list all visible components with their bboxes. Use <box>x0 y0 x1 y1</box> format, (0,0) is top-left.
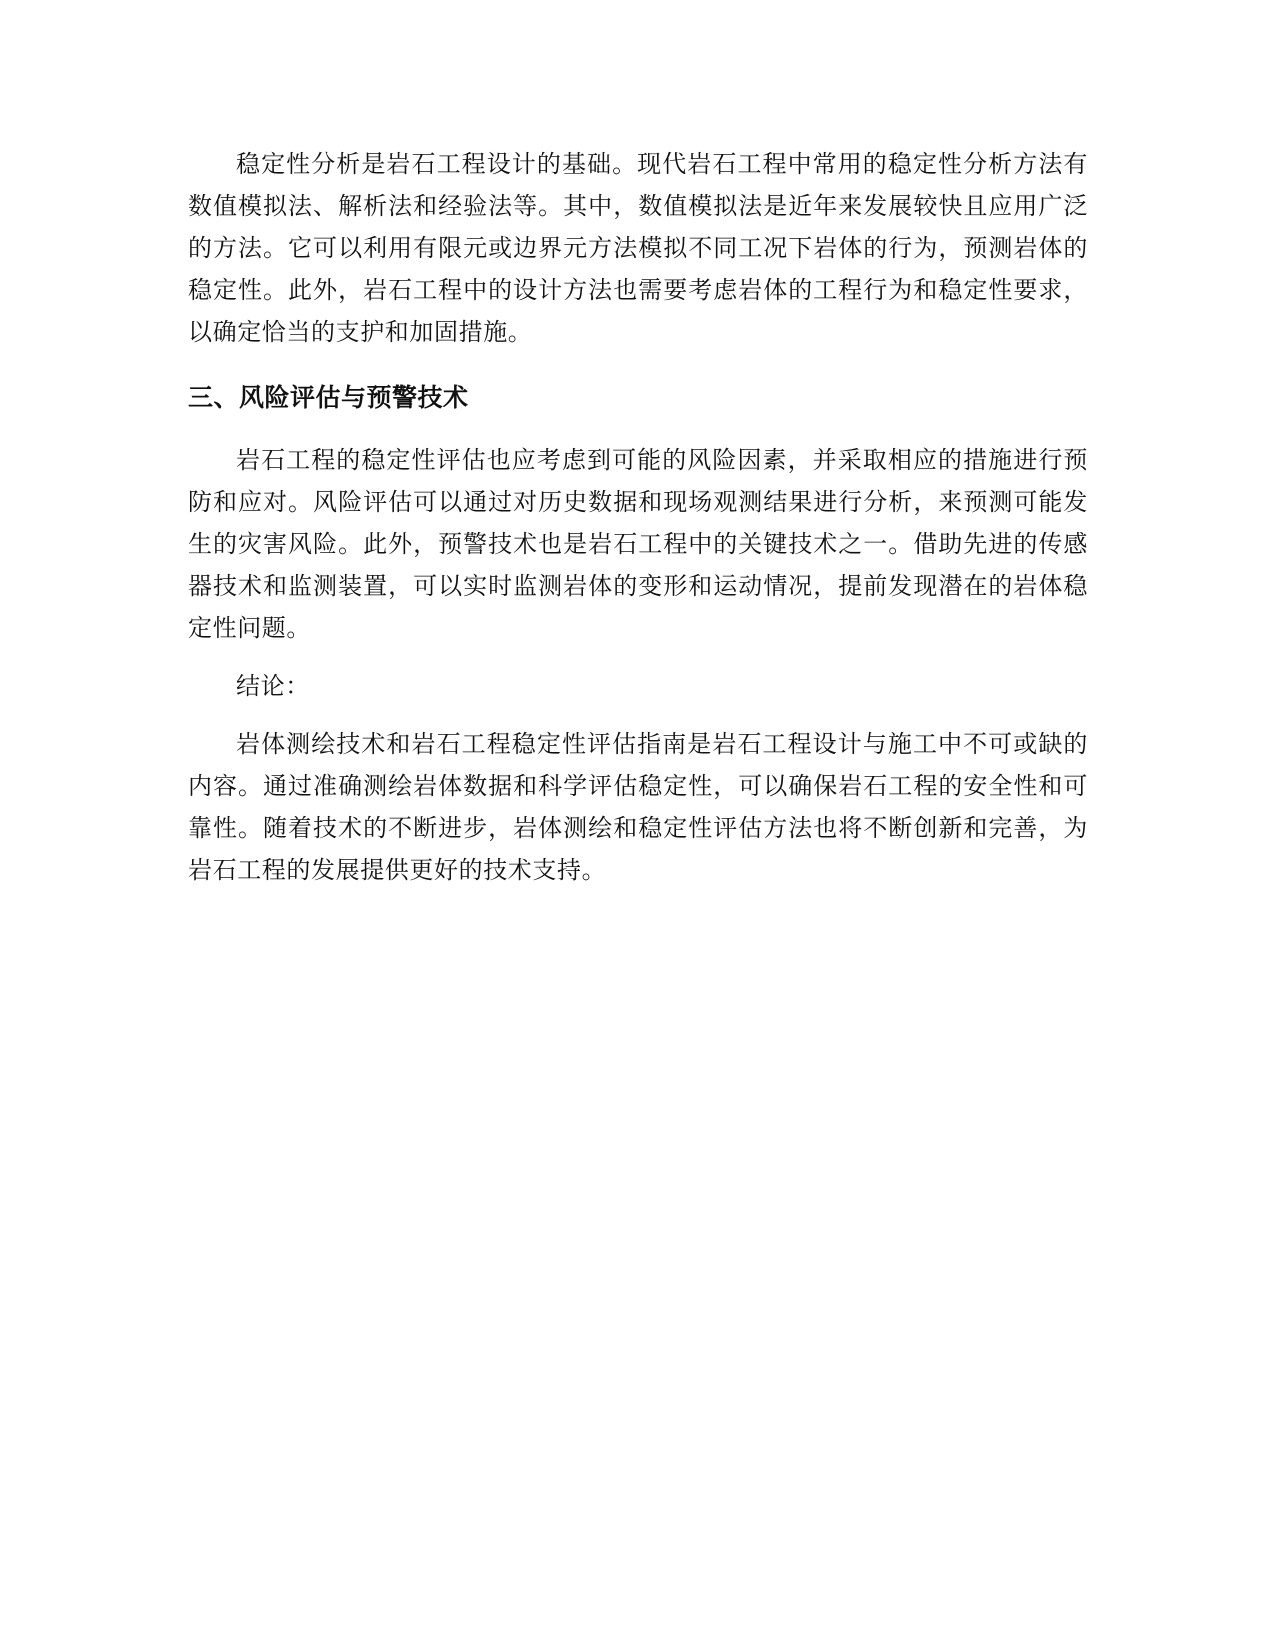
section-heading-risk-assessment: 三、风险评估与预警技术 <box>188 383 469 412</box>
conclusion-label: 结论： <box>236 672 310 700</box>
paragraph-risk-assessment: 岩石工程的稳定性评估也应考虑到可能的风险因素，并采取相应的措施进行预防和应对。风险评估可以通过对历史数据和现场观测结果进行分析，来预测可能发生的灾害风险。此外，预警技术也是岩石工程中的关键技术之一。借助先进的传感器技术和监测装置，可以实时监测岩体的变形和运动情况，提前发现潜在的岩体稳定性问题。 <box>188 446 1088 642</box>
document-body <box>188 143 1088 891</box>
paragraph-conclusion: 岩体测绘技术和岩石工程稳定性评估指南是岩石工程设计与施工中不可或缺的内容。通过准确测绘岩体数据和科学评估稳定性，可以确保岩石工程的安全性和可靠性。随着技术的不断进步，岩体测绘和稳定性评估方法也将不断创新和完善，为岩石工程的发展提供更好的技术支持。 <box>188 730 1088 884</box>
paragraph-stability-analysis: 稳定性分析是岩石工程设计的基础。现代岩石工程中常用的稳定性分析方法有数值模拟法、解析法和经验法等。其中，数值模拟法是近年来发展较快且应用广泛的方法。它可以利用有限元或边界元方法模拟不同工况下岩体的行为，预测岩体的稳定性。此外，岩石工程中的设计方法也需要考虑岩体的工程行为和稳定性要求，以确定恰当的支护和加固措施。 <box>188 150 1088 346</box>
